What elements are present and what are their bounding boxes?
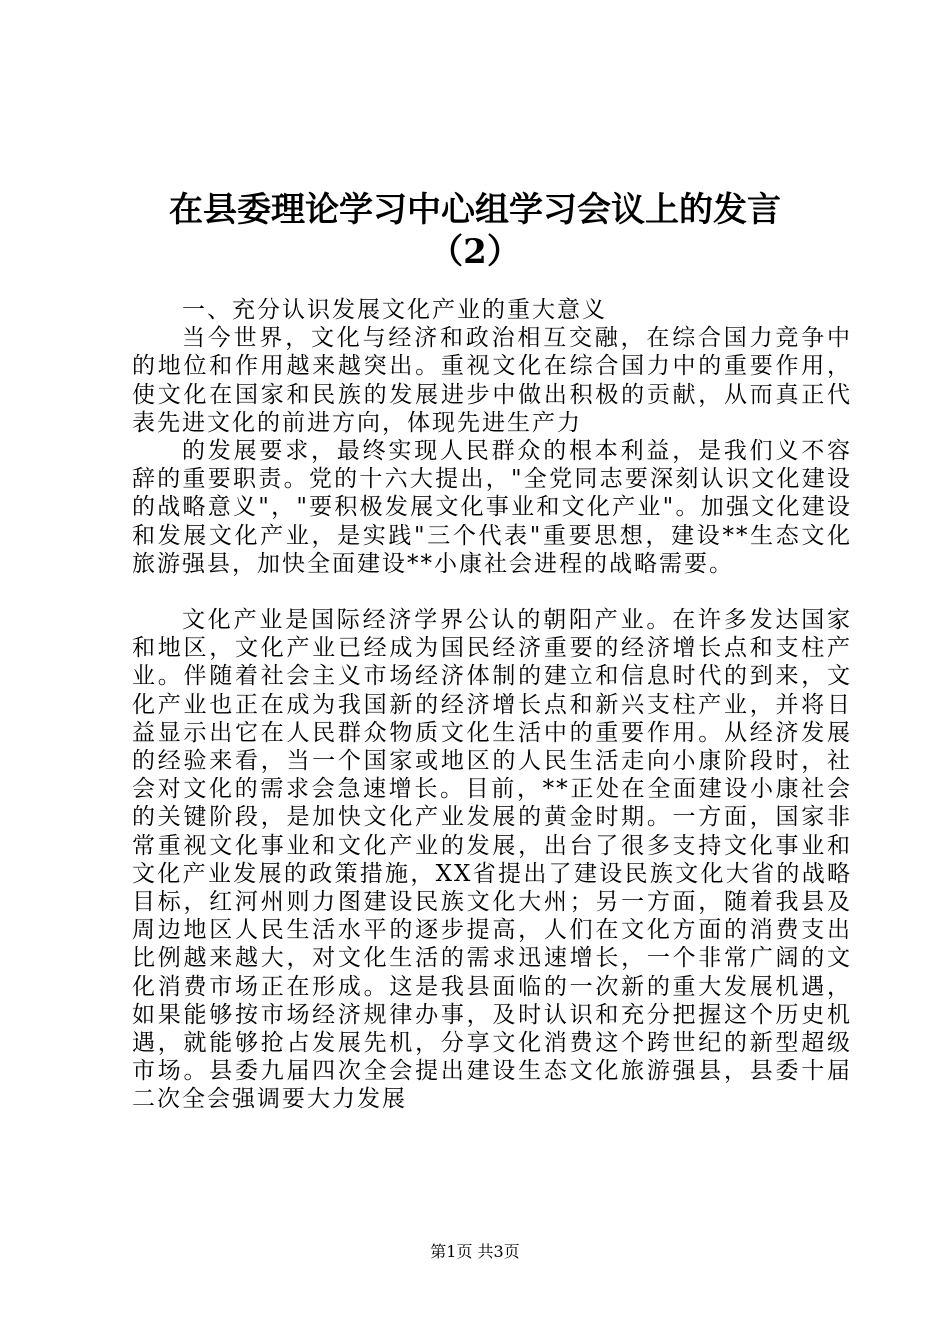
section-heading: 一、充分认识发展文化产业的重大意义 xyxy=(182,297,607,323)
document-title: 在县委理论学习中心组学习会议上的发言 xyxy=(169,190,781,230)
document-body xyxy=(132,296,852,1114)
page-number-footer: 第1页 共3页 xyxy=(430,1242,520,1261)
document-title-part-number: （2） xyxy=(429,232,521,272)
paragraph-3: 文化产业是国际经济学界公认的朝阳产业。在许多发达国家和地区，文化产业已经成为国民经济重要的经济增长点和支柱产业。伴随着社会主义市场经济体制的建立和信息时代的到来，文化产业也正在成为我国新的经济增长点和新兴支柱产业，并将日益显示出它在人民群众物质文化生活中的重要作用。从经济发展的经验来看，当一个国家或地区的人民生活走向小康阶段时，社会对文化的需求会急速增长。目前，**正处在全面建设小康社会的关键阶段，是加快文化产业发展的黄金时期。一方面，国家非常重视文化事业和文化产业的发展，出台了很多支持文化事业和文化产业发展的政策措施，XX省提出了建设民族文化大省的战略目标，红河州则力图建设民族文化大州；另一方面，随着我县及周边地区人民生活水平的逐步提高，人们在文化方面的消费支出比例越来越大，对文化生活的需求迅速增长，一个非常广阔的文化消费市场正在形成。这是我县面临的一次新的重大发展机遇，如果能够按市场经济规律办事，及时认识和充分把握这个历史机遇，就能够抢占发展先机，分享文化消费这个跨世纪的新型超级市场。县委九届四次全会提出建设生态文化旅游强县，县委十届二次全会强调要大力发展 xyxy=(132,607,852,1113)
paragraph-1: 当今世界，文化与经济和政治相互交融，在综合国力竞争中的地位和作用越来越突出。重视文化在综合国力中的重要作用，使文化在国家和民族的发展进步中做出积极的贡献，从而真正代表先进文化的前进方向，体现先进生产力 xyxy=(132,325,852,436)
paragraph-2: 的发展要求，最终实现人民群众的根本利益，是我们义不容辞的重要职责。党的十六大提出，"全党同志要深刻认识文化建设的战略意义"，"要积极发展文化事业和文化产业"。加强文化建设和发展文化产业，是实践"三个代表"重要思想，建设**生态文化旅游强县，加快全面建设**小康社会进程的战略需要。 xyxy=(132,438,852,577)
